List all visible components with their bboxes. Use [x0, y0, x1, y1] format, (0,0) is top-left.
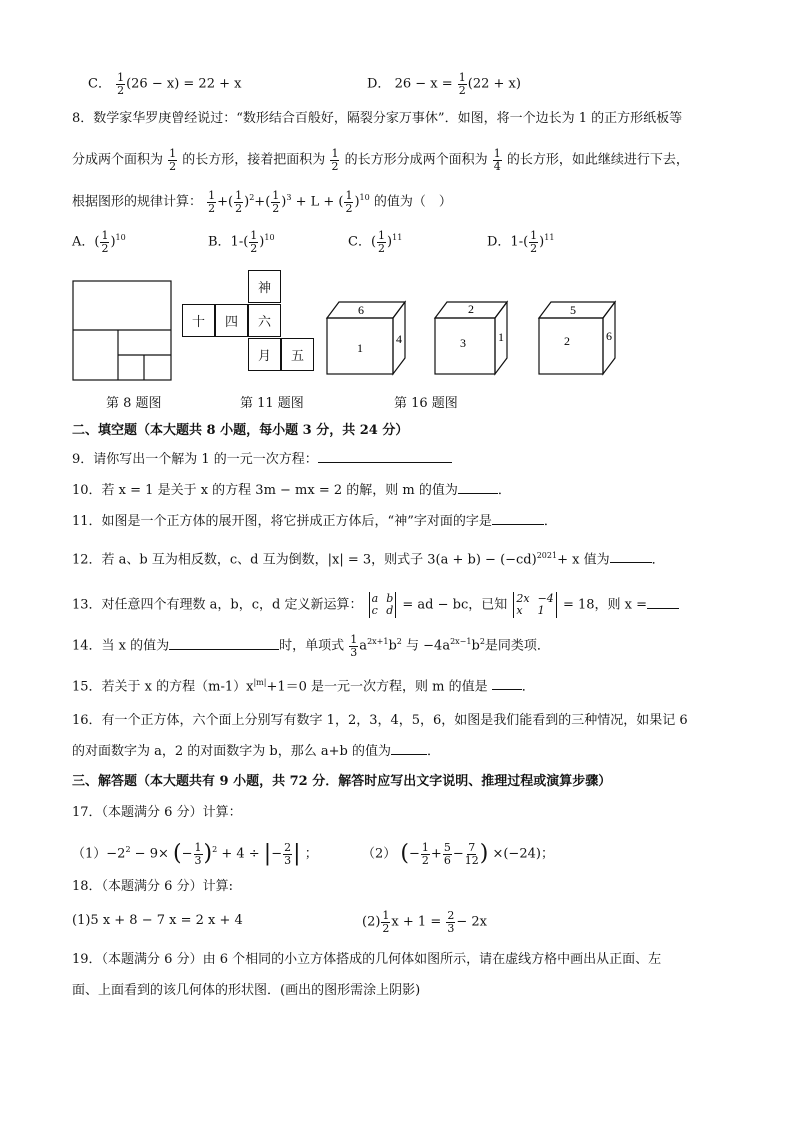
question-16-line2: 的对面数字为 a，2 的对面数字为 b，那么 a+b 的值为 ． [72, 744, 440, 759]
question-10: 10．若 x = 1 是关于 x 的方程 3m − mx = 2 的解，则 m 的值为 ． [72, 483, 511, 498]
cube-right-number: 1 [498, 330, 504, 344]
question-19-line1: 19．（本题满分 6 分）由 6 个相同的小立方体搭成的几何体如图所示，请在虚线方格中画出从正面、左 [72, 952, 662, 967]
net-cell: 神 [248, 270, 281, 303]
question-9: 9．请你写出一个解为 1 的一元一次方程： [72, 453, 452, 466]
question-15: 15．若关于 x 的方程$(m-1)x^{|m|}+1=0$ 是一元一次方程，则 m 的值是 ． [72, 678, 535, 695]
answer-blank [391, 754, 427, 755]
figure-16-cube-3 [537, 296, 621, 378]
answer-blank [458, 493, 498, 494]
fraction-half: $\frac{1}{2}$ [458, 71, 466, 97]
caption-figure-16: 第 16 题图 [394, 396, 458, 411]
question-12: 12．若 a、b 互为相反数，c、d 互为倒数，|x| = 3，则式子 $3(a + b) - (-cd)^{2021}+ x$ 值为 ． [72, 551, 665, 568]
figure-8-square [72, 280, 172, 382]
q8-line1: 8．数学家华罗庚曾经说过：“数形结合百般好，隔裂分家万事休”．如图，将一个边长为 1 的正方形纸板等 [72, 111, 683, 126]
caption-figure-8: 第 8 题图 [106, 396, 162, 411]
question-19-line2: 面、上面看到的该几何体的形状图．(画出的图形需涂上阴影) [72, 983, 421, 998]
q7-option-d: D． 26 − x = $\frac{1}{2}$ (22 + x) [367, 71, 521, 97]
answer-blank [492, 524, 544, 525]
question-13: 13．对任意四个有理数 a，b，c，d 定义新运算： a b c d = ad − bc，已知 2x −4 x 1 = 18，则 x = [72, 592, 679, 618]
question-16-line1: 16．有一个正方体，六个面上分别写有数字 1，2，3，4，5，6，如图是我们能看到的三种情况，如果记 6 [72, 713, 688, 728]
q8-option-a: A．( $\frac{1}{2}$ )$^{10}$ [72, 229, 126, 255]
figure-16-cube-2 [433, 298, 513, 378]
cube-front-number: 3 [460, 336, 466, 350]
q8-line3: 根据图形的规律计算： $\frac{1}{2}$ +( $\frac{1}{2}$ )$^2$+( $\frac{1}{2}$ )$^3$ + L + ( $\frac{1}{2}$ )$^{10}$ 的值为（ ） [72, 189, 452, 215]
cube-front-number: 1 [357, 341, 363, 355]
question-17-part1: $(1)-2^2 - 9\times$ (− $\frac{1}{3}$ )$^2$ + 4 ÷ |− $\frac{2}{3}$ | ； [72, 841, 318, 867]
cube-front-number: 2 [564, 334, 570, 348]
question-11: 11．如图是一个正方体的展开图，将它拼成正方体后，“神”字对面的字是 ． [72, 514, 557, 529]
q8-option-c: C．( $\frac{1}{2}$ )$^{11}$ [348, 229, 403, 255]
figure-11-cube-net [182, 270, 317, 375]
net-cell: 六 [248, 304, 281, 337]
net-cell: 四 [215, 304, 248, 337]
cube-top-number: 6 [358, 303, 364, 317]
question-14: 14．当 x 的值为 时，单项式 $\frac{1}{3}$ $a^{2x+1}b^2$ 与 $-4a^{2x-1}b^2$是同类项． [72, 633, 550, 659]
q8-option-d: D．1-( $\frac{1}{2}$ )$^{11}$ [487, 229, 555, 255]
answer-blank [318, 462, 452, 463]
cube-top-number: 5 [570, 303, 576, 317]
q7-option-c: C． $\frac{1}{2}$ (26 − x) = 22 + x [88, 71, 242, 97]
caption-figure-11: 第 11 题图 [240, 396, 304, 411]
determinant-given: 2x −4 x 1 [511, 592, 558, 618]
question-17: 17．（本题满分 6 分）计算： [72, 805, 242, 820]
question-18: 18．（本题满分 6 分）计算: [72, 879, 233, 894]
determinant-general: a b c d [367, 592, 399, 618]
net-cell: 五 [281, 338, 314, 371]
net-cell: 月 [248, 338, 281, 371]
q8-option-b: B．1-( $\frac{1}{2}$ )$^{10}$ [208, 229, 275, 255]
cube-top-number: 2 [468, 302, 474, 316]
cube-right-number: 6 [606, 329, 612, 343]
answer-blank [492, 689, 522, 690]
answer-blank [169, 649, 279, 650]
answer-blank [610, 562, 652, 563]
answer-blank [647, 608, 679, 609]
section-3-heading: 三、解答题（本大题共有 9 小题，共 72 分．解答时应写出文字说明、推理过程或演算步骤） [72, 774, 612, 789]
figure-16-cube-1 [325, 296, 415, 378]
section-2-heading: 二、填空题（本大题共 8 小题，每小题 3 分，共 24 分） [72, 423, 409, 438]
q8-line2: 分成两个面积为 $\frac{1}{2}$ 的长方形，接着把面积为 $\frac{1}{2}$ 的长方形分成两个面积为 $\frac{1}{4}$ 的长方形，如此继续进行下去， [72, 147, 689, 173]
question-18-part2: (2) $\frac{1}{2}$ x + 1 = $\frac{2}{3}$ − 2x [362, 909, 487, 935]
cube-right-number: 4 [396, 332, 402, 346]
question-17-part2: （2） (− $\frac{1}{2}$ + $\frac{5}{6}$ − $\frac{7}{12}$ ) ×(−24)； [362, 841, 554, 867]
question-18-part1: (1)5 x + 8 − 7 x = 2 x + 4 [72, 913, 243, 928]
net-cell: 十 [182, 304, 215, 337]
fraction-half: $\frac{1}{2}$ [117, 71, 125, 97]
